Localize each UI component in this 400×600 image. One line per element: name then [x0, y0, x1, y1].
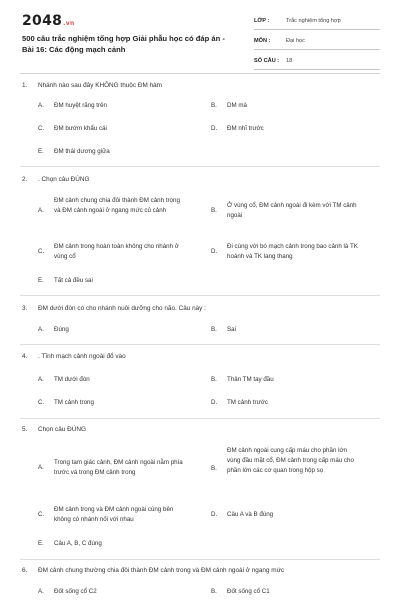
option-text: ĐM cảnh trong và ĐM cảnh ngoài cùng bên không có nhánh nối với nhau [54, 506, 174, 523]
option-text: TM cảnh trong [54, 399, 94, 406]
option-text: ĐM thái dương giữa [54, 148, 110, 155]
logo-suffix: .vn [63, 20, 75, 27]
option-letter: C. [38, 511, 45, 518]
option-letter: B. [211, 207, 217, 214]
option-text: ĐM cảnh ngoài cung cấp máu cho phần lớn vùng đầu mặt cổ, ĐM cảnh trong cấp máu cho phần lớn các cơ quan trong hộp sọ [227, 447, 354, 474]
option-text: Đi cùng với bó mạch cảnh trong bao cảnh là TK hoành và TK lang thang [227, 243, 358, 260]
question-text: Chọn câu ĐÚNG [38, 426, 86, 433]
option-letter: E. [38, 148, 44, 155]
question-divider [20, 559, 380, 560]
option-letter: A. [38, 207, 44, 214]
option-letter: B. [211, 326, 217, 333]
option-text: TM dưới đòn [54, 376, 90, 383]
meta-value: 18 [286, 58, 293, 64]
option-letter: A. [38, 102, 44, 109]
question-number: 4. [22, 353, 28, 360]
option-letter: B. [211, 376, 217, 383]
question-text: ĐM cảnh chung thường chia đôi thành ĐM cảnh trong và ĐM cảnh ngoài ở ngang mức [38, 567, 285, 574]
question-divider [20, 295, 380, 296]
question-1 [22, 82, 382, 92]
option-letter: D. [211, 399, 218, 406]
question-4 [22, 353, 382, 363]
option-letter: A. [38, 464, 44, 471]
question-2 [22, 176, 382, 186]
question-text: ĐM dưới đòn có cho nhánh nuôi dưỡng cho não. Câu này : [38, 305, 206, 312]
question-divider [20, 344, 380, 345]
question-text: . Tĩnh mạch cảnh ngoài đổ vào [38, 353, 126, 360]
question-head [22, 426, 382, 436]
option-text: ĐM cảnh chung chia đôi thành ĐM cảnh trong và ĐM cảnh ngoài ở ngang mức củ cảnh [54, 197, 180, 214]
option-text: Thân TM tay đầu [227, 376, 274, 383]
option-text: DM má [227, 102, 247, 109]
question-3 [22, 305, 382, 315]
question-divider [20, 166, 380, 167]
question-number: 1. [22, 82, 28, 89]
option-text: Câu A, B, C đúng [54, 540, 102, 547]
option-text: Sai [227, 326, 236, 333]
question-head [22, 176, 382, 186]
option-text: Trong tam giác cảnh, ĐM cảnh ngoài nằm phía trước và trong ĐM cảnh trong [54, 459, 183, 476]
option-letter: B. [211, 102, 217, 109]
document-title: 500 câu trắc nghiệm tổng hợp Giải phẫu học có đáp án - Bài 16: Các động mạch cảnh [22, 34, 225, 54]
option-text: Đốt sống cổ C1 [227, 588, 270, 595]
option-letter: A. [38, 376, 44, 383]
option-letter: E. [38, 277, 44, 284]
option-text: ĐM bướm khẩu cái [54, 125, 107, 132]
logo-text: 2048 [22, 13, 63, 29]
question-number: 5. [22, 426, 28, 433]
meta-info [254, 14, 380, 74]
question-head [22, 305, 382, 315]
option-letter: B. [211, 465, 217, 472]
option-text: Đúng [54, 326, 69, 333]
meta-class-row [254, 14, 380, 30]
question-text: Nhánh nào sau đây KHÔNG thuộc ĐM hàm [38, 82, 162, 89]
site-logo[interactable] [22, 13, 75, 29]
document-header [0, 0, 400, 72]
meta-value: Trắc nghiệm tổng hợp [286, 18, 341, 24]
meta-key: SỐ CÂU : [254, 58, 280, 64]
option-letter: E. [38, 540, 44, 547]
option-text: Tất cả đều sai [54, 277, 93, 284]
option-letter: D. [211, 248, 218, 255]
question-divider [20, 418, 380, 419]
question-5 [22, 426, 382, 436]
question-head [22, 353, 382, 363]
option-text: Câu A và B đúng [227, 511, 274, 518]
option-letter: C. [38, 399, 45, 406]
question-number: 2. [22, 176, 28, 183]
option-letter: D. [211, 511, 218, 518]
header-divider [20, 73, 380, 74]
option-letter: A. [38, 326, 44, 333]
question-text: . Chọn câu ĐÚNG [38, 176, 90, 183]
option-letter: B. [211, 588, 217, 595]
meta-subject-row [254, 34, 380, 50]
option-letter: C. [38, 248, 45, 255]
option-text: ĐM huyệt răng trên [54, 102, 107, 109]
option-text: Đốt sống cổ C2 [54, 588, 97, 595]
option-letter: A. [38, 588, 44, 595]
meta-count-row [254, 54, 380, 70]
question-6 [22, 567, 382, 577]
meta-key: LỚP : [254, 18, 270, 24]
question-number: 6. [22, 567, 28, 574]
meta-key: MÔN : [254, 38, 271, 44]
option-text: TM cảnh trước [227, 399, 268, 406]
option-text: ĐM nhĩ trước [227, 125, 264, 132]
option-letter: C. [38, 125, 45, 132]
question-head [22, 567, 382, 577]
option-text: ĐM cảnh trong hoàn toàn không cho nhánh ở vùng cổ [54, 243, 179, 260]
meta-value: Đại học [286, 38, 305, 44]
option-letter: D. [211, 125, 218, 132]
question-number: 3. [22, 305, 28, 312]
question-head [22, 82, 382, 92]
option-text: Ở vùng cổ, ĐM cảnh ngoài đi kèm với TM cảnh ngoài [227, 202, 357, 219]
